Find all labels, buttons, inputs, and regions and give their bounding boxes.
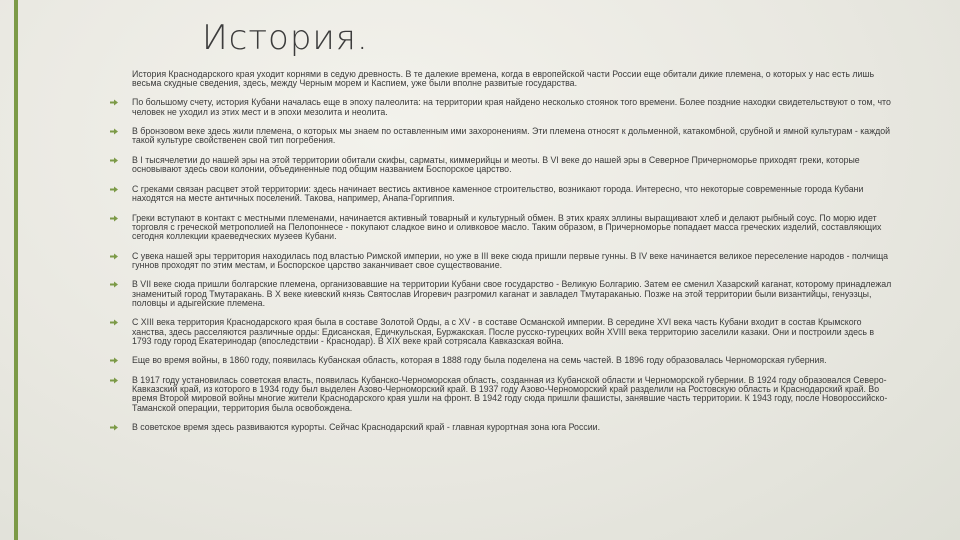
arrow-bullet-icon — [110, 186, 118, 193]
bullet-item — [104, 252, 894, 270]
bullet-item — [104, 423, 894, 432]
bullet-text: Греки вступают в контакт с местными племенами, начинается активный товарный и культурный обмен. В этих краях эллины выращивают хлеб и делают рыбный соус. По морю идет торговля с греческой метрополией на Пелопоннесе - покупают сладкое вино и оливковое масло. Таким образом, в Причерноморье попадает масса греческих изделий, составляющих сегодня коллекции краеведческих музеев Кубани. — [132, 212, 882, 241]
bullet-list — [104, 98, 894, 432]
bullet-item — [104, 185, 894, 203]
arrow-bullet-icon — [110, 357, 118, 364]
bullet-text: В 1917 году установилась советская власть, появилась Кубанско-Черноморская область, созданная из Кубанской области и Черноморской губернии. В 1924 году образовался Северо-Кавказский край, из которого в 1934 году был выделен Азово-Черноморский край. В 1937 году Азово-Черноморский край разделили на Ростовскую область и Краснодарский край. Во время Второй мировой войны многие жители Краснодарского края ушли на фронт. В 1942 году сюда пришли фашисты, занявшие часть территории. К 1943 году, после Новороссийско-Таманской операции, территория была освобождена. — [132, 374, 888, 413]
intro-paragraph: История Краснодарского края уходит корнями в седую древность. В те далекие времена, когда в европейской части России еще обитали дикие племена, о которых у нас есть лишь весьма скудные сведения, здесь, между Черным морем и Каспием, уже были вполне развитые государства. — [132, 69, 875, 89]
arrow-bullet-icon — [110, 319, 118, 326]
bullet-item — [104, 156, 894, 174]
arrow-bullet-icon — [110, 157, 118, 164]
bullet-item — [104, 127, 894, 145]
bullet-text: В VII веке сюда пришли болгарские племена, организовавшие на территории Кубани свое государство - Великую Болгарию. Затем ее сменил Хазарский каганат, которому принадлежал знаменитый город Тмутаракань. В X веке киевский князь Святослав Игоревич разгромил каганат и завладел Тмутараканью. Позже на этой территории были византийцы, генуэзцы, половцы и адыгейские племена. — [132, 279, 892, 308]
bullet-text: По большому счету, история Кубани началась еще в эпоху палеолита: на территории края найдено несколько стоянок того времени. Более поздние находки свидетельствуют о том, что человек не уходил из этих мест и в эпохи мезолита и неолита. — [132, 97, 891, 117]
bullet-text: С греками связан расцвет этой территории: здесь начинает вестись активное каменное строительство, возникают города. Интересно, что некоторые современные города Кубани находятся на месте античных поселений. Такова, например, Анапа-Горгиппия. — [132, 183, 864, 203]
arrow-bullet-icon — [110, 215, 118, 222]
bullet-text: В советское время здесь развиваются курорты. Сейчас Краснодарский край - главная курортная зона юга России. — [132, 422, 601, 433]
arrow-bullet-icon — [110, 281, 118, 288]
bullet-text: С увека нашей эры территория находилась под властью Римской империи, но уже в III веке сюда пришли первые гунны. В IV веке начинается великое переселение народов - полчища гуннов проходят по этим местам, и Боспорское царство заканчивает свое существование. — [132, 250, 889, 270]
arrow-bullet-icon — [110, 253, 118, 260]
bullet-item — [104, 376, 894, 413]
bullet-item — [104, 98, 894, 116]
bullet-item — [104, 280, 894, 308]
arrow-bullet-icon — [110, 99, 118, 106]
bullet-text: Еще во время войны, в 1860 году, появилась Кубанская область, которая в 1888 году была поделена на семь частей. В 1896 году образовалась Черноморская губерния. — [132, 355, 827, 366]
arrow-bullet-icon — [110, 128, 118, 135]
arrow-bullet-icon — [110, 377, 118, 384]
arrow-bullet-icon — [110, 424, 118, 431]
accent-bar — [14, 0, 18, 540]
bullet-text: С XIII века территория Краснодарского края была в составе Золотой Орды, а с XV - в составе Османской империи. В середине XVI века часть Кубани входит в состав Крымского ханства, здесь расселяются различные орды: Едисанская, Едичкульская, Буржакская. После русско-турецких войн XVIII века территорию заселили казаки. Они и построили здесь в 1793 году город Екатеринодар (впоследствии - Краснодар). В XIX веке край сотрясала Кавказская война. — [132, 317, 875, 346]
slide-title: История. — [202, 18, 369, 58]
bullet-text: В бронзовом веке здесь жили племена, о которых мы знаем по оставленным ими захоронениям. Эти племена относят к дольменной, катакомбной, срубной и ямной культурам - каждой такой культуре свойственен свой тип погребения. — [132, 126, 891, 146]
slide-body — [104, 70, 894, 443]
bullet-text: В I тысячелетии до нашей эры на этой территории обитали скифы, сарматы, киммерийцы и меоты. В VI веке до нашей эры в Северное Причерноморье приходят греки, которые основывают здесь свои колонии, объединенные под общим названием Боспорское царство. — [132, 155, 860, 175]
bullet-item — [104, 356, 894, 365]
bullet-item — [104, 214, 894, 242]
bullet-item — [104, 318, 894, 346]
